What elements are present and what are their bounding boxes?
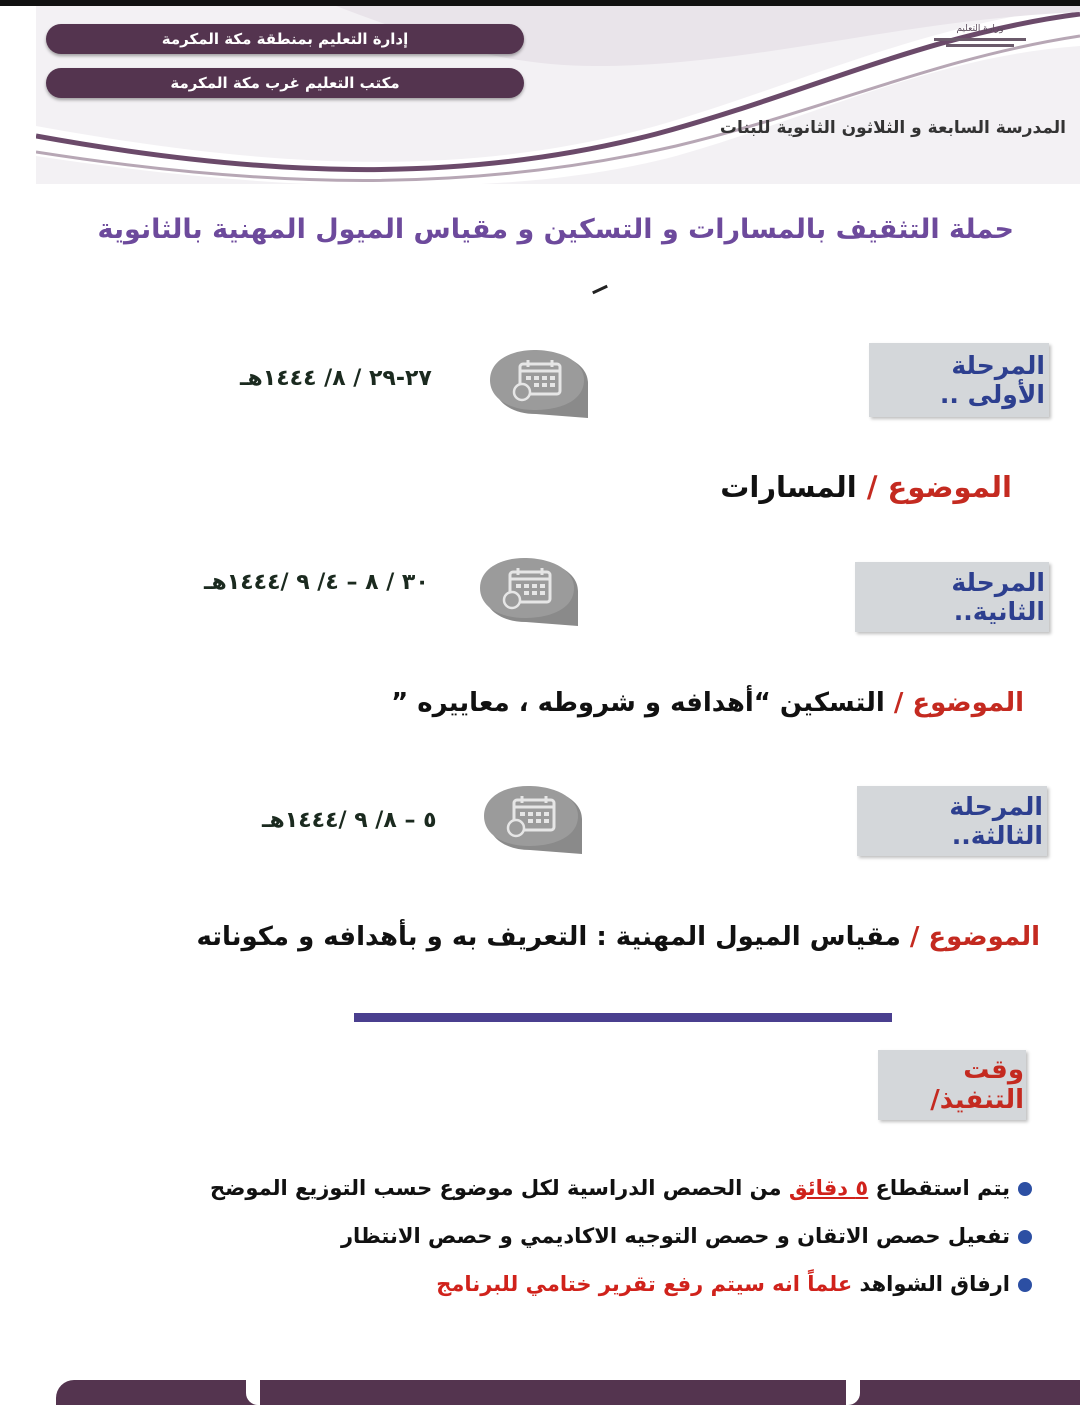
stage-1-topic (720, 470, 1012, 504)
stage-2-topic (391, 688, 1024, 718)
topic-text: مقياس الميول المهنية : التعريف به و بأهدافه و مكوناته (196, 922, 901, 952)
school-name: المدرسة السابعة و الثلاثون الثانوية للبنات (719, 118, 1066, 138)
bullet-icon (1018, 1278, 1032, 1292)
letterhead (36, 6, 1080, 184)
list-item: يتم استقطاع ٥ دقائق من الحصص الدراسية لكل موضوع حسب التوزيع الموضح (172, 1166, 1032, 1214)
topic-label: الموضوع / (909, 922, 1040, 952)
calendar-icon (474, 556, 578, 626)
execution-time-label: وقت التنفيذ/ (878, 1050, 1026, 1120)
topic-text: التسكين “أهدافه و شروطه ، معاييره ” (391, 688, 885, 718)
execution-list (172, 1166, 1032, 1310)
topic-label: الموضوع / (866, 470, 1012, 504)
list-item: ارفاق الشواهد علماً انه سيتم رفع تقرير ختامي للبرنامج (172, 1262, 1032, 1310)
calendar-icon (478, 784, 582, 854)
stage-2-date: ٣٠ / ٨ – ٤/ ٩ /١٤٤٤هـ (204, 570, 429, 595)
highlight-duration: ٥ دقائق (788, 1176, 869, 1200)
highlight-note: علماً انه سيتم رفع تقرير ختامي للبرنامج (436, 1272, 853, 1296)
topic-label: الموضوع / (893, 688, 1024, 718)
footer-band (56, 1380, 1080, 1405)
list-item: تفعيل حصص الاتقان و حصص التوجيه الاكاديمي و حصص الانتظار (172, 1214, 1032, 1262)
bullet-icon (1018, 1230, 1032, 1244)
stage-1-label: المرحلة الأولى .. (869, 343, 1049, 417)
topic-text: المسارات (720, 470, 857, 504)
stage-1-date: ٢٧-٢٩ / ٨/ ١٤٤٤هـ (240, 366, 432, 391)
stage-3-date: ٥ – ٨/ ٩ /١٤٤٤هـ (262, 808, 437, 833)
stray-mark (592, 285, 608, 294)
office-pill: مكتب التعليم غرب مكة المكرمة (46, 68, 524, 98)
ministry-logo (920, 24, 1040, 49)
ministry-logo-text: وزارة التعليم (956, 24, 1004, 34)
section-divider (354, 1013, 892, 1022)
stage-3-label: المرحلة الثالثة.. (857, 786, 1047, 856)
region-admin-pill: إدارة التعليم بمنطقة مكة المكرمة (46, 24, 524, 54)
stage-2-label: المرحلة الثانية.. (855, 562, 1049, 632)
calendar-icon (484, 348, 588, 418)
campaign-title: حملة التثقيف بالمسارات و التسكين و مقياس الميول المهنية بالثانوية (97, 214, 1014, 245)
stage-3-topic (196, 922, 1040, 952)
bullet-icon (1018, 1182, 1032, 1196)
